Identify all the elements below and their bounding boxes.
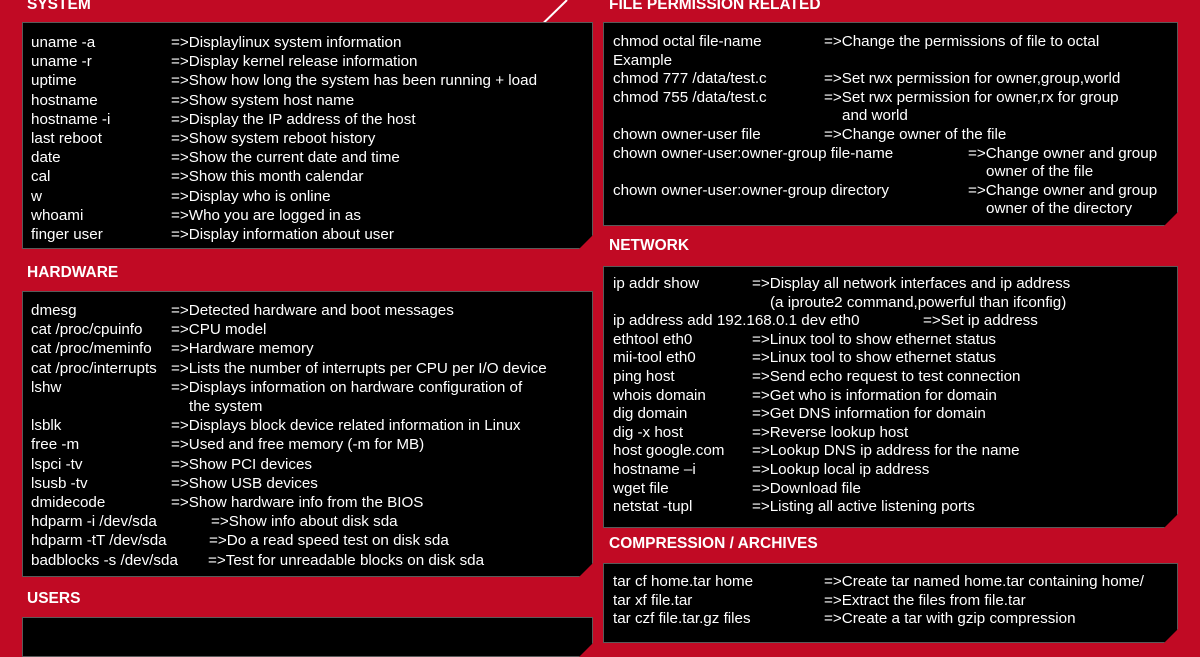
command-description: =>Display information about user [171,226,394,243]
command-text: hostname –i [613,461,696,478]
command-description: (a iproute2 command,powerful than ifconfig) [770,293,1067,311]
command-description: =>Show info about disk sda [211,513,398,531]
command-text: host google.com [613,442,725,460]
command-text: free -m [31,436,80,454]
command-description: =>Displaylinux system information [171,34,402,51]
command-text: lsusb -tv [31,474,88,492]
command-text: hostname [31,91,98,109]
hardware-section-title: HARDWARE [27,264,119,281]
system-section-title: SYSTEM [27,0,91,13]
users-section-title: USERS [27,590,81,607]
command-description: =>Download file [752,479,861,497]
command-description: =>Linux tool to show ethernet status [752,349,997,367]
command-text: chown owner-user:owner-group file-name [613,144,894,162]
command-text: uname -a [31,34,96,51]
command-text: hdparm -i /dev/sda [31,513,157,531]
command-text: ethtool eth0 [613,330,693,348]
command-text: netstat -tupl [613,498,693,516]
command-description: =>Show how long the system has been running + load [171,72,538,90]
command-description: =>Change owner and group [968,181,1158,199]
command-description: the system [189,398,263,415]
command-description: =>CPU model [171,321,267,339]
command-text: cal [31,168,51,186]
command-description: =>Lookup local ip address [752,461,930,478]
users-panel [22,617,593,657]
command-text: cat /proc/interrupts [31,359,157,377]
command-description: =>Lookup DNS ip address for the name [752,442,1020,460]
command-description: owner of the file [986,163,1094,181]
command-text: ip addr show [613,275,700,292]
command-text: badblocks -s /dev/sda [31,551,178,569]
command-text: chown owner-user file [613,126,761,143]
command-text: hostname -i [31,110,111,128]
command-text: tar czf file.tar.gz files [613,610,751,628]
command-description: =>Change owner of the file [824,126,1007,143]
command-text: Example [613,51,673,69]
command-text: dig domain [613,405,688,423]
compression-section-title: COMPRESSION / ARCHIVES [609,535,818,552]
command-description: =>Show this month calendar [171,168,364,186]
command-description: =>Create a tar with gzip compression [824,610,1076,628]
command-text: lspci -tv [31,455,83,473]
command-description: =>Display who is online [171,187,331,205]
command-text: whoami [31,206,84,224]
command-description: =>Send echo request to test connection [752,368,1021,385]
command-description: =>Test for unreadable blocks on disk sda [208,551,485,569]
command-description: =>Change the permissions of file to octal [824,33,1100,50]
command-text: lsblk [31,417,62,435]
command-text: chmod octal file-name [613,33,762,50]
command-text: uptime [31,72,77,90]
command-description: =>Who you are logged in as [171,206,361,224]
command-description: =>Change owner and group [968,144,1158,162]
command-description: =>Hardware memory [171,340,314,358]
command-description: owner of the directory [986,200,1133,218]
command-text: finger user [31,226,103,243]
command-description: =>Extract the files from file.tar [824,591,1026,609]
command-text: lshw [31,378,62,396]
command-description: =>Display all network interfaces and ip address [752,275,1071,292]
command-description: =>Show hardware info from the BIOS [171,494,424,511]
command-description: =>Set rwx permission for owner,group,world [824,70,1121,88]
command-text: date [31,149,61,167]
command-text: dmidecode [31,494,106,511]
command-description: =>Used and free memory (-m for MB) [171,436,425,454]
command-description: =>Set rwx permission for owner,rx for group [824,88,1119,106]
command-text: cat /proc/meminfo [31,340,152,358]
command-text: chown owner-user:owner-group directory [613,181,890,199]
command-text: dmesg [31,302,77,319]
command-description: =>Get DNS information for domain [752,405,986,423]
command-text: ping host [613,368,675,385]
command-text: w [31,187,42,205]
command-description: =>Show system reboot history [171,130,376,147]
network-section-title: NETWORK [609,237,690,254]
command-description: =>Display kernel release information [171,53,418,71]
command-description: =>Displays information on hardware configuration of [171,378,523,396]
command-text: tar cf home.tar home [613,573,754,590]
command-text: tar xf file.tar [613,591,693,609]
command-description: =>Show the current date and time [171,149,400,167]
command-description: =>Show system host name [171,91,355,109]
command-text: uname -r [31,53,92,71]
command-description: =>Do a read speed test on disk sda [209,532,449,550]
command-description: =>Create tar named home.tar containing home/ [824,573,1144,590]
command-description: =>Displays block device related information in Linux [171,417,521,435]
command-description: =>Get who is information for domain [752,386,997,404]
command-description: =>Linux tool to show ethernet status [752,330,997,348]
command-description: =>Set ip address [923,312,1038,330]
command-text: wget file [613,479,669,497]
command-description: =>Reverse lookup host [752,423,909,441]
command-description: =>Detected hardware and boot messages [171,302,454,319]
command-text: cat /proc/cpuinfo [31,321,143,339]
command-description: =>Lists the number of interrupts per CPU per I/O device [171,359,547,377]
command-text: hdparm -tT /dev/sda [31,532,167,550]
command-description: and world [842,107,908,125]
command-description: =>Show PCI devices [171,455,312,473]
command-text: dig -x host [613,423,684,441]
file-permission-section-title: FILE PERMISSION RELATED [609,0,821,13]
command-text: chmod 755 /data/test.c [613,88,767,106]
command-description: =>Display the IP address of the host [171,110,416,128]
command-text: ip address add 192.168.0.1 dev eth0 [613,312,860,330]
command-text: last reboot [31,130,102,147]
command-text: chmod 777 /data/test.c [613,70,767,88]
command-text: mii-tool eth0 [613,349,696,367]
command-description: =>Show USB devices [171,474,318,492]
command-text: whois domain [613,386,706,404]
command-description: =>Listing all active listening ports [752,498,975,516]
